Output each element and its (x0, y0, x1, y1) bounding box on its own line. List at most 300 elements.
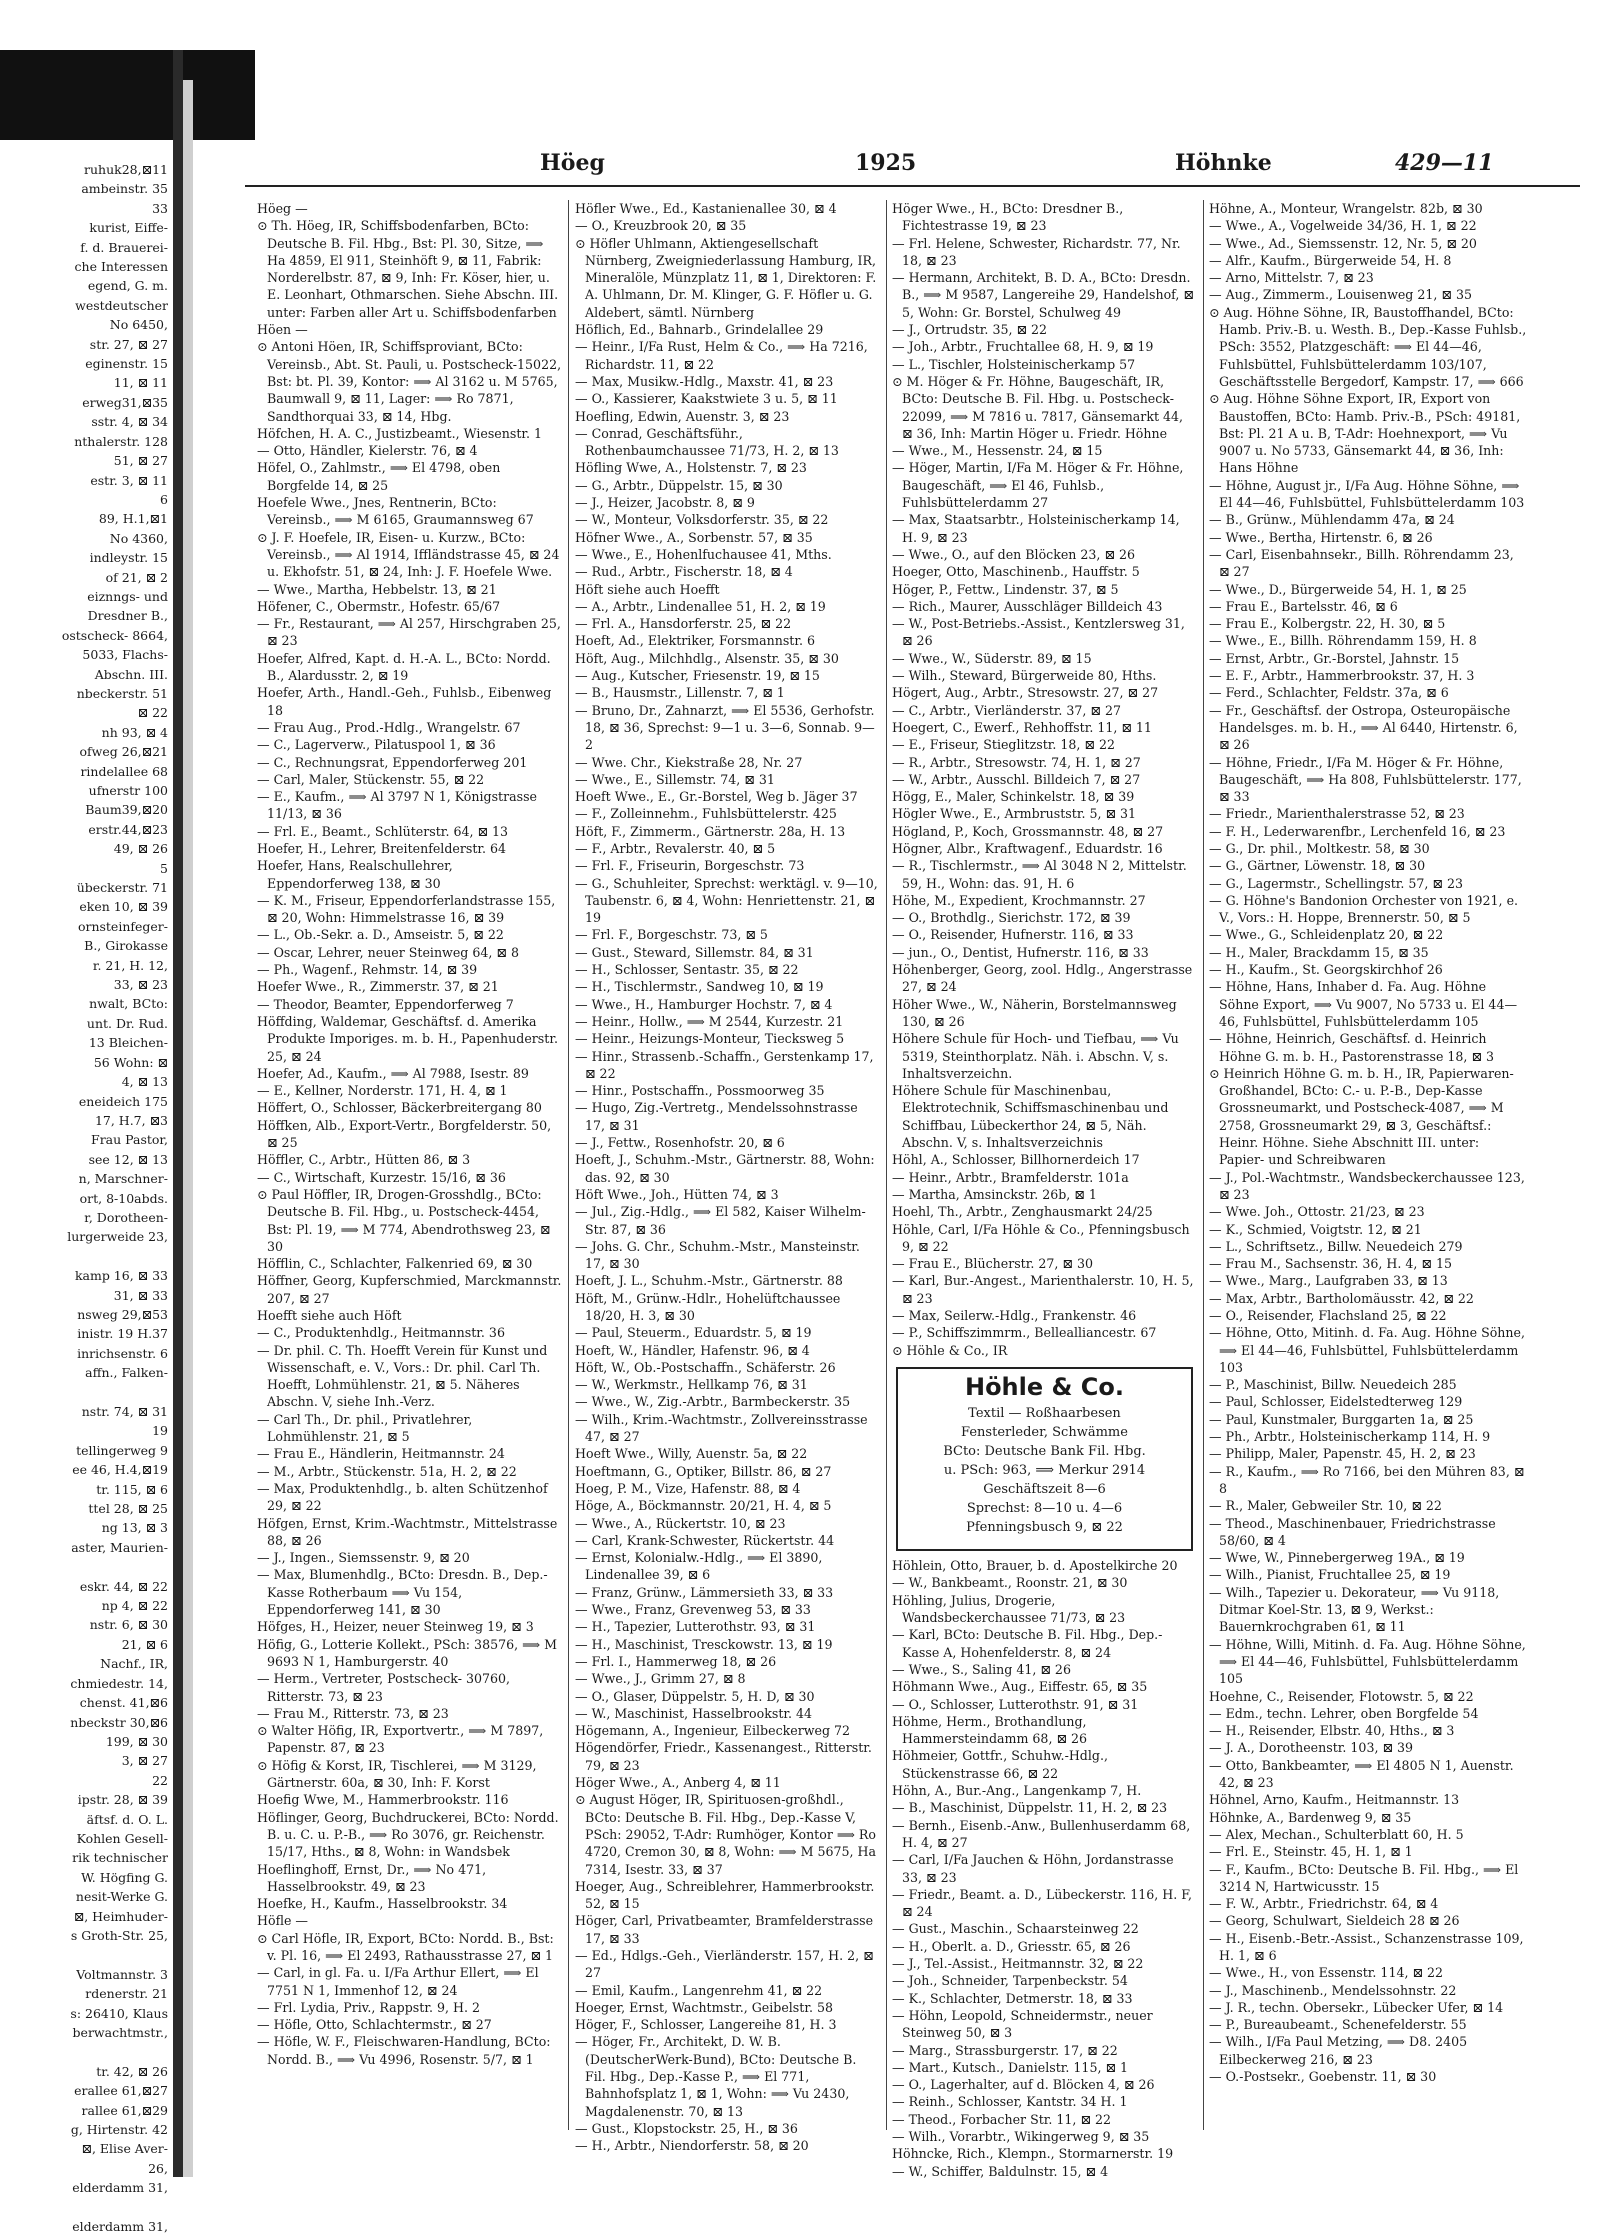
directory-entry: — Bernh., Eisenb.-Anw., Bullenhuserdamm 68, H. 4, ⊠ 27 (892, 1817, 1191, 1850)
strip-line: of 21, ⊠ 2 (105, 569, 168, 585)
directory-entry: — Max, Staatsarbtr., Holsteinischerkamp 14, H. 9, ⊠ 23 (892, 512, 1180, 545)
directory-entry: Höger, P., Fettw., Lindenstr. 37, ⊠ 5 (892, 581, 1119, 597)
directory-entry: — Wwe, W., Pinnebergerweg 19A., ⊠ 19 (1209, 1550, 1465, 1566)
directory-entry: Höhne, A., Monteur, Wrangelstr. 82b, ⊠ 30 (1209, 201, 1483, 216)
directory-entry: — Bruno, Dr., Zahnarzt, ⟹ El 5536, Gerhofstr. 18, ⊠ 36, Sprechst: 9—1 u. 3—6, Sonnab. 9—2 (575, 702, 875, 753)
directory-entry: ⊙ Paul Höffler, IR, Drogen-Grosshdlg., BCto: Deutsche B. Fil. Hbg., u. Postscheck-4454, Bst: Pl. 19, ⟹ M 774, Abendrothsweg 23, ⊠ 30 (257, 1186, 551, 1254)
strip-line: No 6450, (109, 317, 168, 333)
strip-line: 5 (160, 860, 168, 876)
directory-entry: — Paul, Kunstmaler, Burggarten 1a, ⊠ 25 (1209, 1411, 1474, 1427)
strip-line: 5033, Flachs- (82, 647, 168, 663)
header-first-entry: Höeg (540, 150, 605, 176)
directory-entry: — Carl, Maler, Stückenstr. 55, ⊠ 22 (257, 771, 485, 787)
directory-entry: Höft, Aug., Milchhdlg., Alsenstr. 35, ⊠ 30 (575, 650, 839, 666)
strip-line: Voltmannstr. 3 (76, 1966, 168, 1982)
directory-entry: — H., Kaufm., St. Georgskirchhof 26 (1209, 962, 1443, 978)
directory-entry: — Gust., Steward, Sillemstr. 84, ⊠ 31 (575, 944, 814, 960)
strip-line (0, 2198, 168, 2217)
directory-entry: Höhmeier, Gottfr., Schuhw.-Hdlg., Stückenstrasse 66, ⊠ 22 (892, 1748, 1108, 1781)
advertisement-line: u. PSch: 963, ⟹ Merkur 2914 (943, 1463, 1146, 1479)
directory-entry: — Emil, Kaufm., Langenrehm 41, ⊠ 22 (575, 1982, 823, 1998)
strip-line: r, Dorotheen- (84, 1209, 168, 1225)
directory-entry: — Max, Arbtr., Bartholomäusstr. 42, ⊠ 22 (1209, 1290, 1474, 1306)
directory-entry: — Max, Seilerw.-Hdlg., Frankenstr. 46 (892, 1308, 1137, 1323)
strip-line: 19 (152, 1423, 168, 1439)
directory-entry: — Otto, Händler, Kielerstr. 76, ⊠ 4 (257, 443, 478, 459)
directory-entry: Högendörfer, Friedr., Kassenangest., Ritterstr. 79, ⊠ 23 (575, 1740, 872, 1773)
strip-line: 56 Wohn: ⊠ (93, 1054, 168, 1070)
directory-entry: — M., Arbtr., Stückenstr. 51a, H. 2, ⊠ 22 (257, 1463, 517, 1479)
advertisement-line: Textil — Roßhaarbesen (968, 1406, 1121, 1422)
strip-line: ttel 28, ⊠ 25 (88, 1501, 168, 1517)
directory-entry: ⊙ August Höger, IR, Spirituosen-großhdl., BCto: Deutsche B. Fil. Hbg., Dep.-Kasse V, PSch: 29052, T-Adr: Rumhöger, Kontor ⟹ Ro 4720, Cremon 30, ⊠ 8, Wohn: ⟹ M 5675, Ha 7314, Isestr. 33, ⊠ 37 (575, 1792, 877, 1877)
advertisement-line: Geschäftszeit 8—6 (983, 1482, 1106, 1498)
directory-entry: — Ed., Hdlgs.-Geh., Vierländerstr. 157, H. 2, ⊠ 27 (575, 1947, 874, 1981)
directory-entry: — Wwe., G., Schleidenplatz 20, ⊠ 22 (1209, 927, 1444, 943)
directory-entry: — H., Tapezier, Lutterothstr. 93, ⊠ 31 (575, 1619, 816, 1635)
directory-entry: — G., Arbtr., Düppelstr. 15, ⊠ 30 (575, 477, 783, 493)
directory-entry: — Höhne, Willi, Mitinh. d. Fa. Aug. Höhne Söhne, ⟹ El 44—46, Fuhlsbüttel, Fuhlsbüttelerdamm 105 (1209, 1636, 1526, 1687)
directory-entry: Högler Wwe., E., Armbruststr. 5, ⊠ 31 (892, 806, 1137, 822)
directory-entry: — J. A., Dorotheenstr. 103, ⊠ 39 (1209, 1740, 1414, 1756)
directory-entry: Höhme, Herm., Brothandlung, Hammersteindamm 68, ⊠ 26 (892, 1713, 1088, 1747)
directory-entry: — Carl, I/Fa Jauchen & Höhn, Jordanstrasse 33, ⊠ 23 (892, 1852, 1174, 1885)
strip-line: erstr.44,⊠23 (88, 821, 168, 837)
directory-entry: — Wwe., Ad., Siemssenstr. 12, Nr. 5, ⊠ 20 (1209, 235, 1477, 251)
strip-line: berwachtmstr., (72, 2025, 168, 2040)
directory-entry: Höger Wwe., A., Anberg 4, ⊠ 11 (575, 1775, 781, 1791)
strip-line: affn., Falken- (85, 1365, 168, 1381)
directory-entry: — Carl, Krank-Schwester, Rückertstr. 44 (575, 1532, 835, 1548)
directory-entry: — H., Maschinist, Tresckowstr. 13, ⊠ 19 (575, 1636, 833, 1652)
directory-entry: — Ph., Wagenf., Rehmstr. 14, ⊠ 39 (257, 962, 478, 978)
directory-entry: — F. H., Lederwarenfbr., Lerchenfeld 16, ⊠ 23 (1209, 823, 1506, 839)
directory-entry: — W., Maschinist, Hasselbrookstr. 44 (575, 1705, 813, 1721)
directory-entry: — O., Schlosser, Lutterothstr. 91, ⊠ 31 (892, 1696, 1139, 1712)
directory-entry: ⊙ M. Höger & Fr. Höhne, Baugeschäft, IR, BCto: Deutsche B. Fil. Hbg. u. Postscheck-22099, ⟹ M 7816 u. 7817, Gänsemarkt 44, ⊠ 36, Inh: Martin Höger u. Friedr. Höhne (892, 373, 1184, 441)
strip-line: eginenstr. 15 (85, 356, 168, 372)
directory-entry: Hoefer, Alfred, Kapt. d. H.-A. L., BCto: Nordd. B., Alardusstr. 2, ⊠ 19 (257, 650, 551, 684)
directory-entry: — Frl. Helene, Schwester, Richardstr. 77, Nr. 18, ⊠ 23 (892, 235, 1181, 268)
strip-line: 3, ⊠ 27 (121, 1753, 168, 1769)
directory-entry: Höfges, H., Heizer, neuer Steinweg 19, ⊠ 3 (257, 1619, 534, 1635)
strip-line: Kohlen Gesell- (76, 1830, 168, 1846)
directory-entry: — Arno, Mittelstr. 7, ⊠ 23 (1209, 270, 1374, 286)
directory-entry: Höhnke, A., Bardenweg 9, ⊠ 35 (1209, 1809, 1412, 1825)
directory-entry: — Georg, Schulwart, Sieldeich 28 ⊠ 26 (1209, 1913, 1460, 1929)
directory-entry: — C., Lagerverw., Pilatuspool 1, ⊠ 36 (257, 737, 496, 753)
directory-entry: — R., Arbtr., Stresowstr. 74, H. 1, ⊠ 27 (892, 754, 1141, 770)
directory-entry: Hoefer, Hans, Realschullehrer, Eppendorferweg 138, ⊠ 30 (257, 858, 453, 891)
directory-entry: Höffding, Waldemar, Geschäftsf. d. Amerika Produkte Imporiges. m. b. H., Papenhuderstr. 25, ⊠ 24 (257, 1013, 558, 1064)
strip-line: ruhuk28,⊠11 (84, 162, 168, 177)
directory-entry: Höfgen, Ernst, Krim.-Wachtmstr., Mittelstrasse 88, ⊠ 26 (257, 1515, 558, 1548)
directory-entry: — Wwe., D., Bürgerweide 54, H. 1, ⊠ 25 (1209, 581, 1467, 597)
directory-entry: Hoefer Wwe., R., Zimmerstr. 37, ⊠ 21 (257, 979, 499, 995)
strip-line: übeckerstr. 71 (76, 880, 168, 896)
strip-line: tr. 115, ⊠ 6 (96, 1481, 168, 1497)
directory-entry: — Höger, Fr., Architekt, D. W. B. (DeutscherWerk-Bund), BCto: Deutsche B. Fil. Hbg., Dep.-Kasse P., ⟹ El 771, Bahnhofsplatz 1, ⊠ 1, Wohn: ⟹ Vu 2430, Magdalenenstr. 70, ⊠ 13 (575, 2034, 857, 2119)
strip-line: rindelallee 68 (80, 763, 168, 779)
strip-line: westdeutscher (75, 297, 168, 313)
strip-line: 51, ⊠ 27 (113, 453, 168, 469)
strip-line: äftsf. d. O. L. (86, 1811, 168, 1827)
directory-entry: — Höhne, Otto, Mitinh. d. Fa. Aug. Höhne Söhne, ⟹ El 44—46, Fuhlsbüttel, Fuhlsbüttelerdamm 103 (1209, 1325, 1525, 1375)
directory-entry: — Wwe., J., Grimm 27, ⊠ 8 (575, 1671, 746, 1687)
directory-entry: — Frau E., Blücherstr. 27, ⊠ 30 (892, 1256, 1093, 1272)
directory-entry: — Frl. E., Beamt., Schlüterstr. 64, ⊠ 13 (257, 823, 509, 839)
directory-entry: Hoefig Wwe, M., Hammerbrookstr. 116 (257, 1792, 509, 1808)
strip-line: eiznngs- und (87, 588, 168, 604)
header-last-entry: Höhnke (1175, 150, 1272, 176)
advertisement-line: Fensterleder, Schwämme (961, 1425, 1128, 1441)
strip-line: ufnerstr 100 (88, 783, 168, 798)
strip-line: see 12, ⊠ 13 (88, 1151, 168, 1167)
directory-entry: — W., Post-Betriebs.-Assist., Kentzlersweg 31, ⊠ 26 (892, 616, 1185, 649)
book-binding (173, 50, 183, 2177)
strip-line (0, 1557, 168, 1576)
directory-entry: — Carl Th., Dr. phil., Privatlehrer, Lohmühlenstr. 21, ⊠ 5 (257, 1411, 473, 1445)
book-binding-shadow (183, 80, 193, 2177)
directory-entry: — Hugo, Zig.-Vertretg., Mendelssohnstrasse 17, ⊠ 31 (575, 1100, 858, 1133)
strip-line: eskr. 44, ⊠ 22 (79, 1578, 168, 1594)
directory-entry: Hoeft, J. L., Schuhm.-Mstr., Gärtnerstr. 88 (575, 1273, 843, 1289)
directory-entry: — Wwe., Bertha, Hirtenstr. 6, ⊠ 26 (1209, 529, 1433, 545)
strip-line: np 4, ⊠ 22 (101, 1598, 168, 1614)
strip-line: 22 (152, 1772, 168, 1788)
directory-entry: Höhlein, Otto, Brauer, b. d. Apostelkirche 20 (892, 1558, 1178, 1574)
directory-entry: — O., Kreuzbrook 20, ⊠ 35 (575, 218, 747, 234)
directory-entry: — J., Ortrudstr. 35, ⊠ 22 (892, 322, 1048, 338)
directory-entry: — J., Pol.-Wachtmstr., Wandsbeckerchaussee 123, ⊠ 23 (1209, 1169, 1525, 1202)
directory-entry: Höffert, O., Schlosser, Bäckerbreitergang 80 (257, 1100, 542, 1116)
strip-line: 89, H.1,⊠1 (98, 511, 168, 527)
strip-line (0, 1247, 168, 1266)
directory-entry: Höft, F., Zimmerm., Gärtnerstr. 28a, H. 13 (575, 823, 846, 839)
directory-entry: Höfler Wwe., Ed., Kastanienallee 30, ⊠ 4 (575, 201, 837, 216)
directory-entry: — Heinr., I/Fa Rust, Helm & Co., ⟹ Ha 7216, Richardstr. 11, ⊠ 22 (575, 339, 868, 372)
directory-entry: — O., Lagerhalter, auf d. Blöcken 4, ⊠ 26 (892, 2077, 1155, 2093)
directory-entry: — W., Arbtr., Ausschl. Billdeich 7, ⊠ 27 (892, 771, 1141, 787)
strip-line: ⊠, Heimhuder- (73, 1908, 168, 1924)
strip-line: lurgerweide 23, (67, 1229, 168, 1245)
directory-entry: Hoeft Wwe., E., Gr.-Borstel, Weg b. Jäger 37 (575, 789, 858, 805)
strip-line: 199, ⊠ 30 (105, 1733, 168, 1749)
header-rule (245, 185, 1580, 187)
directory-entry: — Friedr., Beamt. a. D., Lübeckerstr. 116, H. F, ⊠ 24 (892, 1886, 1193, 1920)
directory-entry: — H., Tischlermstr., Sandweg 10, ⊠ 19 (575, 979, 824, 995)
directory-entry: Hoefer, Ad., Kaufm., ⟹ Al 7988, Isestr. 89 (257, 1065, 529, 1081)
directory-entry: — H., Eisenb.-Betr.-Assist., Schanzenstrasse 109, H. 1, ⊠ 6 (1209, 1930, 1524, 1963)
directory-entry: — Joh., Schneider, Tarpenbeckstr. 54 (892, 1973, 1128, 1989)
directory-entry: — Wwe., Marg., Laufgraben 33, ⊠ 13 (1209, 1273, 1448, 1289)
directory-entry: Hoefke, H., Kaufm., Hasselbrookstr. 34 (257, 1896, 508, 1912)
directory-entry: — Alfr., Kaufm., Bürgerweide 54, H. 8 (1209, 252, 1452, 268)
directory-entry: — Höhne, Friedr., I/Fa M. Höger & Fr. Höhne, Baugeschäft, ⟹ Ha 808, Fuhlsbüttelerstr. 177, ⊠ 33 (1209, 754, 1522, 805)
strip-line: 33 (152, 200, 168, 216)
directory-entry: Höffner, Georg, Kupferschmied, Marckmannstr. 207, ⊠ 27 (257, 1273, 562, 1306)
directory-entry: Höger, Carl, Privatbeamter, Bramfelderstrasse 17, ⊠ 33 (575, 1913, 874, 1946)
directory-entry: ⊙ Th. Höeg, IR, Schiffsbodenfarben, BCto: Deutsche B. Fil. Hbg., Bst: Pl. 30, Sitze, ⟹ Ha 4859, El 911, Steinhöft 9, ⊠ 11, Fabrik: Norderelbstr. 87, ⊠ 9, Inh: Fr. Köser, hier, u. E. Leonhart, Othmarschen. Siehe Abschn. III. unter: Farben aller Art u. Schiffsbodenfarben (257, 218, 559, 320)
directory-entry: — Fr., Geschäftsf. der Ostropa, Osteuropäische Handelsges. m. b. H., ⟹ Al 6440, Hirtenstr. 6, ⊠ 26 (1209, 702, 1518, 753)
directory-entry: — K. M., Friseur, Eppendorferlandstrasse 155, ⊠ 20, Wohn: Himmelstrasse 16, ⊠ 39 (257, 892, 556, 926)
directory-entry: — Ph., Arbtr., Holsteinischerkamp 114, H. 9 (1209, 1429, 1491, 1445)
directory-entry: — L., Ob.-Sekr. a. D., Amseistr. 5, ⊠ 22 (257, 927, 504, 943)
strip-line: ofweg 26,⊠21 (79, 744, 168, 760)
strip-line: Baum39,⊠20 (85, 802, 168, 818)
directory-entry: — Carl, in gl. Fa. u. I/Fa Arthur Ellert, ⟹ El 7751 N 1, Immenhof 12, ⊠ 24 (257, 1965, 539, 1998)
strip-line: tr. 42, ⊠ 26 (96, 2063, 168, 2079)
directory-entry: — Rud., Arbtr., Fischerstr. 18, ⊠ 4 (575, 564, 793, 580)
strip-line: sstr. 4, ⊠ 34 (91, 414, 168, 430)
directory-entry: — Wwe., H., von Essenstr. 114, ⊠ 22 (1209, 1965, 1444, 1981)
strip-line: nwalt, BCto: (89, 996, 168, 1012)
directory-entry: — Carl, Eisenbahnsekr., Billh. Röhrendamm 23, ⊠ 27 (1209, 546, 1514, 580)
directory-entry: — Ernst, Arbtr., Gr.-Borstel, Jahnstr. 15 (1209, 650, 1460, 666)
header-year: 1925 (855, 150, 917, 176)
directory-entry: — O., Reisender, Hufnerstr. 116, ⊠ 33 (892, 927, 1134, 943)
strip-line: s: 26410, Klaus (70, 2005, 168, 2021)
directory-entry: — J., Ingen., Siemssenstr. 9, ⊠ 20 (257, 1550, 470, 1566)
strip-line: 13 Bleichen- (88, 1035, 168, 1051)
directory-entry: Högert, Aug., Arbtr., Stresowstr. 27, ⊠ 27 (892, 685, 1159, 701)
directory-entry: Höeg — (257, 201, 308, 216)
directory-entry: — Wwe., E., Sillemstr. 74, ⊠ 31 (575, 771, 775, 787)
directory-entry: Höge, A., Böckmannstr. 20/21, H. 4, ⊠ 5 (575, 1498, 832, 1514)
directory-entry: — Otto, Bankbeamter, ⟹ El 4805 N 1, Auenstr. 42, ⊠ 23 (1209, 1757, 1514, 1791)
strip-line: erallee 61,⊠27 (74, 2083, 168, 2099)
strip-line: No 4360, (109, 530, 168, 546)
directory-entry: Hoeger, Aug., Schreiblehrer, Hammerbrookstr. 52, ⊠ 15 (575, 1878, 875, 1912)
directory-entry: Höger Wwe., H., BCto: Dresdner B., Fichtestrasse 19, ⊠ 23 (892, 201, 1124, 234)
directory-entry: Hoeft Wwe., Willy, Auenstr. 5a, ⊠ 22 (575, 1446, 808, 1462)
strip-line: rik technischer (72, 1850, 168, 1866)
directory-entry: — Oscar, Lehrer, neuer Steinweg 64, ⊠ 8 (257, 944, 519, 960)
directory-entry: — Wilh., Steward, Bürgerweide 80, Hths. (892, 668, 1157, 684)
directory-entry: Hoefft siehe auch Höft (257, 1308, 402, 1323)
directory-entry: — Wwe., Franz, Grevenweg 53, ⊠ 33 (575, 1602, 811, 1618)
strip-line: ambeinstr. 35 (81, 181, 168, 197)
directory-entry: — Max, Musikw.-Hdlg., Maxstr. 41, ⊠ 23 (575, 373, 834, 389)
column-4 (1209, 200, 1527, 2130)
directory-entry: — Frl. I., Hammerweg 18, ⊠ 26 (575, 1653, 777, 1669)
advertisement-title: Höhle & Co. (964, 1372, 1125, 1401)
directory-entry: Höfflin, C., Schlachter, Falkenried 69, ⊠ 30 (257, 1256, 533, 1272)
strip-line: str. 27, ⊠ 27 (89, 336, 168, 352)
directory-entry: — Max, Blumenhdlg., BCto: Dresdn. B., Dep.-Kasse Rotherbaum ⟹ Vu 154, Eppendorferweg 141, ⊠ 30 (257, 1567, 548, 1618)
strip-line: nstr. 6, ⊠ 30 (89, 1617, 168, 1633)
strip-line: 17, H.7, ⊠3 (94, 1112, 168, 1128)
directory-entry: ⊙ Höhle & Co., IR (892, 1342, 1008, 1358)
strip-line: chenst. 41,⊠6 (79, 1695, 168, 1711)
strip-line: Frau Pastor, (91, 1132, 168, 1148)
directory-entry: — O.-Postsekr., Goebenstr. 11, ⊠ 30 (1209, 2069, 1437, 2085)
directory-entry: Höhmann Wwe., Aug., Eiffestr. 65, ⊠ 35 (892, 1679, 1148, 1695)
directory-entry: — O., Kassierer, Kaakstwiete 3 u. 5, ⊠ 11 (575, 391, 838, 407)
directory-entry: — Frl. Lydia, Priv., Rappstr. 9, H. 2 (257, 1999, 480, 2015)
directory-entry: — G., Lagermstr., Schellingstr. 57, ⊠ 23 (1209, 875, 1464, 891)
directory-entry: Högner, Albr., Kraftwagenf., Eduardstr. 16 (892, 840, 1163, 856)
strip-line: B., Girokasse (84, 938, 168, 954)
directory-entry: — Höfle, Otto, Schlachtermstr., ⊠ 27 (257, 2017, 492, 2033)
directory-entry: — E., Kellner, Norderstr. 171, H. 4, ⊠ 1 (257, 1083, 508, 1099)
directory-entry: Höhe, M., Expedient, Krochmannstr. 27 (892, 892, 1146, 908)
strip-line: nh 93, ⊠ 4 (101, 724, 168, 740)
directory-entry: — Conrad, Geschäftsführ., Rothenbaumchaussee 71/73, H. 2, ⊠ 13 (575, 425, 839, 459)
strip-line: ⊠ 22 (137, 705, 168, 721)
directory-entry: — C., Produktenhdlg., Heitmannstr. 36 (257, 1325, 505, 1341)
directory-entry: — B., Grünw., Mühlendamm 47a, ⊠ 24 (1209, 512, 1455, 528)
directory-entry: — Gust., Klopstockstr. 25, H., ⊠ 36 (575, 2120, 798, 2136)
directory-entry: — Frl. A., Hansdorferstr. 25, ⊠ 22 (575, 616, 792, 632)
strip-line: 33, ⊠ 23 (113, 977, 168, 993)
directory-entry: — Wwe., M., Hessenstr. 24, ⊠ 15 (892, 443, 1103, 459)
directory-entry: — E. F., Arbtr., Hammerbrookstr. 37, H. 3 (1209, 668, 1475, 684)
directory-entry: — Theod., Maschinenbauer, Friedrichstrasse 58/60, ⊠ 4 (1209, 1515, 1496, 1548)
directory-entry: — R., Kaufm., ⟹ Ro 7166, bei den Mühren 83, ⊠ 8 (1209, 1463, 1525, 1496)
strip-line: nstr. 74, ⊠ 31 (81, 1404, 168, 1419)
directory-entry: — F., Zolleinnehm., Fuhlsbüttelerstr. 425 (575, 806, 837, 822)
advertisement-line: Sprechst: 8—10 u. 4—6 (966, 1501, 1123, 1517)
directory-entry: — Wwe., S., Saling 41, ⊠ 26 (892, 1661, 1071, 1677)
directory-entry: Höen — (257, 322, 308, 338)
directory-entry: — C., Rechnungsrat, Eppendorferweg 201 (257, 754, 528, 770)
directory-entry: Högland, P., Koch, Grossmannstr. 48, ⊠ 27 (892, 823, 1164, 839)
directory-entry: — Reinh., Schlosser, Kantstr. 34 H. 1 (892, 2094, 1128, 2110)
strip-line: rdenerstr. 21 (85, 1986, 168, 2002)
directory-entry: — Höhne, August jr., I/Fa Aug. Höhne Söhne, ⟹ El 44—46, Fuhlsbüttel, Fuhlsbüttelerdamm 103 (1209, 477, 1525, 511)
directory-entry: — Frau E., Bartelsstr. 46, ⊠ 6 (1209, 598, 1398, 614)
directory-entry: Hoeg, P. M., Vize, Hafenstr. 88, ⊠ 4 (575, 1480, 801, 1496)
directory-entry: — Philipp, Maler, Papenstr. 45, H. 2, ⊠ 23 (1209, 1446, 1476, 1462)
directory-entry: ⊙ Heinrich Höhne G. m. b. H., IR, Papierwaren-Großhandel, BCto: C.- u. P.-B., Dep-Kasse Grossneumarkt, und Postscheck-4087, ⟹ M 2758, Grossneumarkt 29, ⊠ 3, Geschäftsf.: Heinr. Höhne. Siehe Abschnitt III. unter: Papier- und Schreibwaren (1209, 1065, 1514, 1168)
directory-entry: — Wwe., O., auf den Blöcken 23, ⊠ 26 (892, 546, 1136, 562)
strip-line: aster, Maurien- (71, 1539, 168, 1555)
directory-entry: — Wwe., W., Zig.-Arbtr., Barmbeckerstr. 35 (575, 1394, 851, 1410)
directory-entry: Höfig, G., Lotterie Kollekt., PSch: 38576, ⟹ M 9693 N 1, Hamburgerstr. 40 (257, 1636, 558, 1669)
directory-entry: Hoeftmann, G., Optiker, Billstr. 86, ⊠ 27 (575, 1463, 832, 1479)
directory-entry: Högg, E., Maler, Schinkelstr. 18, ⊠ 39 (892, 789, 1135, 805)
strip-line: erweg31,⊠35 (82, 394, 168, 410)
directory-entry: Höffken, Alb., Export-Vertr., Borgfelderstr. 50, ⊠ 25 (257, 1117, 552, 1151)
strip-line: kurist, Eiffe- (89, 220, 168, 236)
directory-entry: — R., Maler, Gebweiler Str. 10, ⊠ 22 (1209, 1498, 1442, 1514)
strip-line: elderdamm 31, (72, 2180, 168, 2196)
directory-entry: — K., Schlachter, Detmerstr. 18, ⊠ 33 (892, 1990, 1133, 2006)
directory-entry: — Fr., Restaurant, ⟹ Al 257, Hirschgraben 25, ⊠ 23 (257, 616, 561, 649)
directory-entry: — F., Kaufm., BCto: Deutsche B. Fil. Hbg., ⟹ El 3214 N, Hartwicusstr. 15 (1209, 1861, 1519, 1894)
column-divider (1203, 200, 1204, 2130)
directory-entry: — Hinr., Postschaffn., Possmoorweg 35 (575, 1083, 825, 1099)
directory-entry: Hoefer, Arth., Handl.-Geh., Fuhlsb., Eibenweg 18 (257, 685, 552, 718)
directory-entry: — Aug., Zimmerm., Louisenweg 21, ⊠ 35 (1209, 287, 1472, 303)
strip-line: nthalerstr. 128 (74, 433, 168, 449)
directory-entry: — W., Schiffer, Baldulnstr. 15, ⊠ 4 (892, 2163, 1109, 2179)
directory-entry: — L., Schriftsetz., Billw. Neuedeich 279 (1209, 1238, 1463, 1254)
directory-entry: — W., Werkmstr., Hellkamp 76, ⊠ 31 (575, 1377, 808, 1393)
directory-entry: — R., Tischlermstr., ⟹ Al 3048 N 2, Mittelstr. 59, H., Wohn: das. 91, H. 6 (892, 858, 1187, 891)
strip-line: rallee 61,⊠29 (81, 2102, 168, 2118)
strip-line: nbeckstr 30,⊠6 (70, 1714, 168, 1730)
directory-entry: — Karl, BCto: Deutsche B. Fil. Hbg., Dep.-Kasse A, Hohenfelderstr. 8, ⊠ 24 (892, 1627, 1163, 1660)
strip-line: ostscheck- 8664, (61, 627, 168, 643)
strip-line: ng 13, ⊠ 3 (101, 1520, 168, 1536)
strip-line: 49, ⊠ 26 (113, 841, 168, 857)
directory-entry: ⊙ Aug. Höhne Söhne Export, IR, Export von Baustoffen, BCto: Hamb. Priv.-B., PSch: 49181, Bst: Pl. 21 A u. B, T-Adr: Hoehnexport, ⟹ Vu 9007 u. No 5733, Gänsemarkt 44, ⊠ 36, Inh: Hans Höhne (1209, 391, 1521, 476)
directory-entry: — H., Oberlt. a. D., Griesstr. 65, ⊠ 26 (892, 1938, 1131, 1954)
directory-entry: — O., Reisender, Flachsland 25, ⊠ 22 (1209, 1308, 1447, 1323)
directory-entry: — F., Arbtr., Revalerstr. 40, ⊠ 5 (575, 840, 776, 856)
directory-entry: — Max, Produktenhdlg., b. alten Schützenhof 29, ⊠ 22 (257, 1480, 548, 1514)
strip-line: indleystr. 15 (89, 550, 168, 566)
directory-entry: — Jul., Zig.-Hdlg., ⟹ El 582, Kaiser Wilhelm-Str. 87, ⊠ 36 (575, 1204, 866, 1237)
advertisement-line: Pfenningsbusch 9, ⊠ 22 (966, 1520, 1123, 1536)
directory-entry: — Frau E., Kolbergstr. 22, H. 30, ⊠ 5 (1209, 616, 1446, 632)
directory-entry: — Friedr., Marienthalerstrasse 52, ⊠ 23 (1209, 806, 1465, 822)
strip-line (0, 1945, 168, 1964)
directory-entry: — C., Wirtschaft, Kurzestr. 15/16, ⊠ 36 (257, 1169, 506, 1185)
advertisement-box (896, 1367, 1193, 1551)
directory-entry: ⊙ Walter Höfig, IR, Exportvertr., ⟹ M 7897, Papenstr. 87, ⊠ 23 (257, 1723, 544, 1756)
strip-line: r. 21, H. 12, (92, 957, 168, 973)
directory-entry: — J., Maschinenb., Mendelssohnstr. 22 (1209, 1982, 1457, 1998)
directory-entry: Höfchen, H. A. C., Justizbeamt., Wiesenstr. 1 (257, 425, 543, 441)
directory-entry: — Höhne, Heinrich, Geschäftsf. d. Heinrich Höhne G. m. b. H., Pastorenstrasse 18, ⊠ 3 (1209, 1031, 1495, 1064)
strip-line: s Groth-Str. 25, (70, 1927, 168, 1943)
strip-line: ⊠, Elise Aver- (81, 2141, 168, 2157)
directory-entry: — Frau Aug., Prod.-Hdlg., Wrangelstr. 67 (257, 719, 521, 735)
directory-entry: — Johs. G. Chr., Schuhm.-Mstr., Mansteinstr. 17, ⊠ 30 (575, 1238, 860, 1272)
directory-entry: — B., Hausmstr., Lillenstr. 7, ⊠ 1 (575, 685, 785, 701)
directory-entry: — O., Glaser, Düppelstr. 5, H. D, ⊠ 30 (575, 1688, 815, 1704)
directory-entry: Hoeflinghoff, Ernst, Dr., ⟹ No 471, Hasselbrookstr. 49, ⊠ 23 (257, 1861, 487, 1894)
directory-entry: — P., Schiffszimmrm., Bellealliancestr. 67 (892, 1325, 1157, 1341)
directory-entry: — J., Tel.-Assist., Heitmannstr. 32, ⊠ 22 (892, 1956, 1144, 1972)
directory-entry: — Dr. phil. C. Th. Hoefft Verein für Kunst und Wissenschaft, e. V., Vors.: Dr. phil. Carl Th. Hoefft, Lohmühlenstr. 21, ⊠ 5. Näheres Abschn. V, siehe Inh.-Verz. (257, 1342, 548, 1410)
directory-entry: — Aug., Kutscher, Friesenstr. 19, ⊠ 15 (575, 668, 820, 684)
directory-entry: — Heinr., Heizungs-Monteur, Tiecksweg 5 (575, 1031, 845, 1047)
directory-entry: — Wwe., E., Billh. Röhrendamm 159, H. 8 (1209, 633, 1477, 649)
strip-line: nbeckerstr. 51 (76, 685, 168, 701)
directory-entry: Höger, F., Schlosser, Langereihe 81, H. 3 (575, 2017, 837, 2033)
directory-entry: — Frl. E., Steinstr. 45, H. 1, ⊠ 1 (1209, 1844, 1413, 1860)
directory-entry: ⊙ Aug. Höhne Söhne, IR, Baustoffhandel, BCto: Hamb. Priv.-B. u. Westh. B., Dep.-Kasse Fuhlsb., PSch: 3552, Platzgeschäft: ⟹ El 44—46, Fuhlsbüttel, Fuhlsbüttelerdamm 103/107, Geschäftsstelle Bergedorf, Kampstr. 17, ⟹ 666 (1209, 304, 1527, 389)
directory-entry: — Hinr., Strassenb.-Schaffn., Gerstenkamp 17, ⊠ 22 (575, 1048, 874, 1081)
columns (245, 200, 1580, 2179)
directory-entry: — Edm., techn. Lehrer, oben Borgfelde 54 (1209, 1705, 1479, 1721)
directory-entry: ⊙ J. F. Hoefele, IR, Eisen- u. Kurzw., BCto: Vereinsb., ⟹ Al 1914, Iffländstrasse 45, ⊠ 24 u. Ekhofstr. 51, ⊠ 24, Inh: J. F. Hoefele Wwe. (257, 529, 560, 580)
strip-line: unt. Dr. Rud. (86, 1015, 168, 1031)
column-2 (575, 200, 880, 2154)
directory-entry: — Mart., Kutsch., Danielstr. 115, ⊠ 1 (892, 2059, 1129, 2075)
directory-entry: — Höhne, Hans, Inhaber d. Fa. Aug. Höhne Söhne Export, ⟹ Vu 9007, No 5733 u. El 44—46, Fuhlsbüttel, Fuhlsbüttelerdamm 105 (1209, 979, 1518, 1029)
directory-entry: — Wwe., A., Vogelweide 34/36, H. 1, ⊠ 22 (1209, 218, 1477, 234)
directory-entry: Höft Wwe., Joh., Hütten 74, ⊠ 3 (575, 1186, 779, 1202)
strip-line: ipstr. 28, ⊠ 39 (77, 1792, 168, 1808)
directory-entry: — Wwe. Joh., Ottostr. 21/23, ⊠ 23 (1209, 1204, 1425, 1220)
directory-entry: — Wwe., H., Hamburger Hochstr. 7, ⊠ 4 (575, 996, 833, 1012)
directory-entry: Hoegert, C., Ewerf., Rehhoffstr. 11, ⊠ 11 (892, 719, 1152, 735)
directory-entry: — Wilh., Tapezier u. Dekorateur, ⟹ Vu 9118, Ditmar Koel-Str. 13, ⊠ 9, Werkst.: Bauernkrochgraben 61, ⊠ 11 (1209, 1584, 1500, 1635)
directory-entry: — Wilh., I/Fa Paul Metzing, ⟹ D8. 2405 Eilbeckerweg 216, ⊠ 23 (1209, 2034, 1468, 2067)
directory-entry: Höft, W., Ob.-Postschaffn., Schäferstr. 26 (575, 1359, 836, 1375)
strip-line: estr. 3, ⊠ 11 (90, 472, 168, 488)
directory-entry: Hoefele Wwe., Jnes, Rentnerin, BCto: Vereinsb., ⟹ M 6165, Graumannsweg 67 (257, 495, 534, 528)
directory-entry: Höhl, A., Schlosser, Billhornerdeich 17 (892, 1152, 1140, 1168)
directory-entry: Höhere Schule für Hoch- und Tiefbau, ⟹ Vu 5319, Steinthorplatz. Näh. i. Abschn. V, s. Inhaltsverzeichn. (892, 1031, 1179, 1081)
directory-entry: — Frau M., Sachsenstr. 36, H. 4, ⊠ 15 (1209, 1256, 1452, 1272)
strip-line: nsweg 29,⊠53 (77, 1306, 168, 1322)
